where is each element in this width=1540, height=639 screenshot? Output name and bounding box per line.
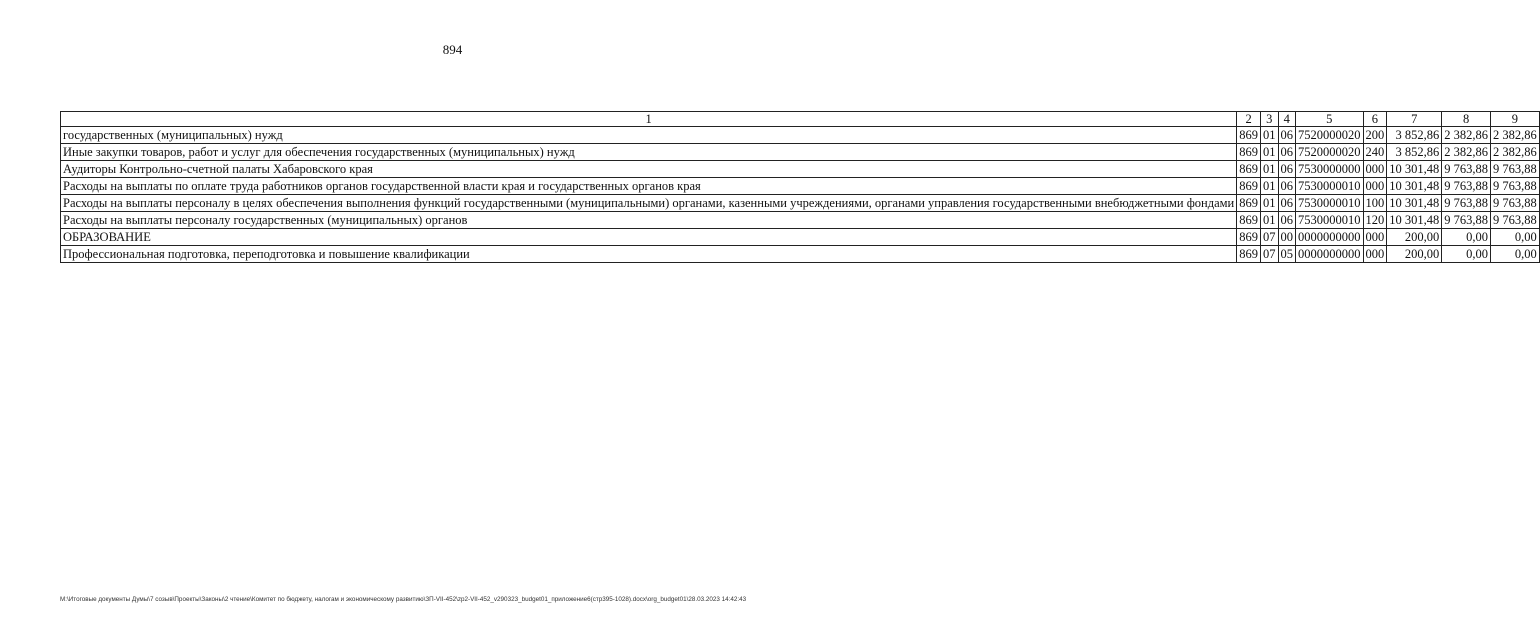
header-row [61, 112, 1540, 127]
subsection-code: 06 [1278, 178, 1296, 195]
section-code: 07 [1261, 246, 1279, 263]
amount-col7: 10 301,48 [1387, 178, 1442, 195]
amount-col9: 9 763,88 [1491, 195, 1540, 212]
row-name: Аудиторы Контрольно-счетной палаты Хабаровского края [61, 161, 1237, 178]
subsection-code: 06 [1278, 144, 1296, 161]
amount-col8: 0,00 [1442, 229, 1491, 246]
column-header: 3 [1261, 112, 1279, 127]
row-name: государственных (муниципальных) нужд [61, 127, 1237, 144]
row-name: Профессиональная подготовка, переподготовка и повышение квалификации [61, 246, 1237, 263]
column-header: 8 [1442, 112, 1491, 127]
budget-table [60, 111, 1540, 263]
column-header: 6 [1363, 112, 1387, 127]
page-number: 894 [442, 42, 463, 57]
section-code: 01 [1261, 161, 1279, 178]
amount-col8: 9 763,88 [1442, 212, 1491, 229]
admin-code: 869 [1237, 195, 1261, 212]
subsection-code: 00 [1278, 229, 1296, 246]
amount-col9: 9 763,88 [1491, 161, 1540, 178]
column-header: 4 [1278, 112, 1296, 127]
section-code: 01 [1261, 144, 1279, 161]
table-row [61, 246, 1540, 263]
column-header: 1 [61, 112, 1237, 127]
document-path-footer: M:\Итоговые документы Думы\7 созыв\Проекты\Законы\2 чтение\Комитет по бюджету, налогам и экономическому развитию\ЗП-VII-452\zp2-VII-452_v290323_budget01_приложение6(стр395-1028).docx\org_budget01\28.03.2023 14:42:43 [60, 596, 747, 603]
expense-type-code: 120 [1363, 212, 1387, 229]
table-row [61, 144, 1540, 161]
expense-type-code: 240 [1363, 144, 1387, 161]
row-name: Иные закупки товаров, работ и услуг для обеспечения государственных (муниципальных) нужд [61, 144, 1237, 161]
amount-col9: 9 763,88 [1491, 212, 1540, 229]
expense-type-code: 000 [1363, 161, 1387, 178]
table-row [61, 178, 1540, 195]
subsection-code: 06 [1278, 212, 1296, 229]
admin-code: 869 [1237, 229, 1261, 246]
table-row [61, 161, 1540, 178]
amount-col7: 3 852,86 [1387, 144, 1442, 161]
subsection-code: 06 [1278, 161, 1296, 178]
column-header: 2 [1237, 112, 1261, 127]
amount-col7: 200,00 [1387, 246, 1442, 263]
amount-col9: 0,00 [1491, 246, 1540, 263]
row-name: ОБРАЗОВАНИЕ [61, 229, 1237, 246]
row-name: Расходы на выплаты персоналу государственных (муниципальных) органов [61, 212, 1237, 229]
admin-code: 869 [1237, 178, 1261, 195]
target-code: 7530000010 [1296, 195, 1364, 212]
amount-col8: 2 382,86 [1442, 144, 1491, 161]
admin-code: 869 [1237, 212, 1261, 229]
expense-type-code: 100 [1363, 195, 1387, 212]
admin-code: 869 [1237, 144, 1261, 161]
admin-code: 869 [1237, 161, 1261, 178]
amount-col8: 9 763,88 [1442, 178, 1491, 195]
target-code: 7520000020 [1296, 127, 1364, 144]
table-row [61, 195, 1540, 212]
row-name: Расходы на выплаты по оплате труда работников органов государственной власти края и государственных органов края [61, 178, 1237, 195]
table-row [61, 127, 1540, 144]
subsection-code: 05 [1278, 246, 1296, 263]
amount-col9: 9 763,88 [1491, 178, 1540, 195]
amount-col9: 2 382,86 [1491, 127, 1540, 144]
amount-col7: 10 301,48 [1387, 212, 1442, 229]
section-code: 01 [1261, 178, 1279, 195]
expense-type-code: 000 [1363, 229, 1387, 246]
admin-code: 869 [1237, 127, 1261, 144]
amount-col9: 2 382,86 [1491, 144, 1540, 161]
column-header: 9 [1491, 112, 1540, 127]
target-code: 7530000000 [1296, 161, 1364, 178]
section-code: 01 [1261, 212, 1279, 229]
table-row [61, 212, 1540, 229]
table-row [61, 229, 1540, 246]
column-header: 5 [1296, 112, 1364, 127]
amount-col7: 10 301,48 [1387, 195, 1442, 212]
target-code: 7530000010 [1296, 212, 1364, 229]
amount-col7: 3 852,86 [1387, 127, 1442, 144]
amount-col7: 200,00 [1387, 229, 1442, 246]
admin-code: 869 [1237, 246, 1261, 263]
section-code: 01 [1261, 195, 1279, 212]
expense-type-code: 000 [1363, 246, 1387, 263]
expense-type-code: 000 [1363, 178, 1387, 195]
amount-col8: 9 763,88 [1442, 195, 1491, 212]
target-code: 7520000020 [1296, 144, 1364, 161]
amount-col8: 0,00 [1442, 246, 1491, 263]
section-code: 01 [1261, 127, 1279, 144]
column-header: 7 [1387, 112, 1442, 127]
target-code: 0000000000 [1296, 229, 1364, 246]
amount-col7: 10 301,48 [1387, 161, 1442, 178]
section-code: 07 [1261, 229, 1279, 246]
expense-type-code: 200 [1363, 127, 1387, 144]
amount-col9: 0,00 [1491, 229, 1540, 246]
subsection-code: 06 [1278, 127, 1296, 144]
subsection-code: 06 [1278, 195, 1296, 212]
target-code: 7530000010 [1296, 178, 1364, 195]
amount-col8: 2 382,86 [1442, 127, 1491, 144]
row-name: Расходы на выплаты персоналу в целях обеспечения выполнения функций государственными (муниципальными) органами, казенными учреждениями, органами управления государственными внебюджетными фондами [61, 195, 1237, 212]
amount-col8: 9 763,88 [1442, 161, 1491, 178]
target-code: 0000000000 [1296, 246, 1364, 263]
